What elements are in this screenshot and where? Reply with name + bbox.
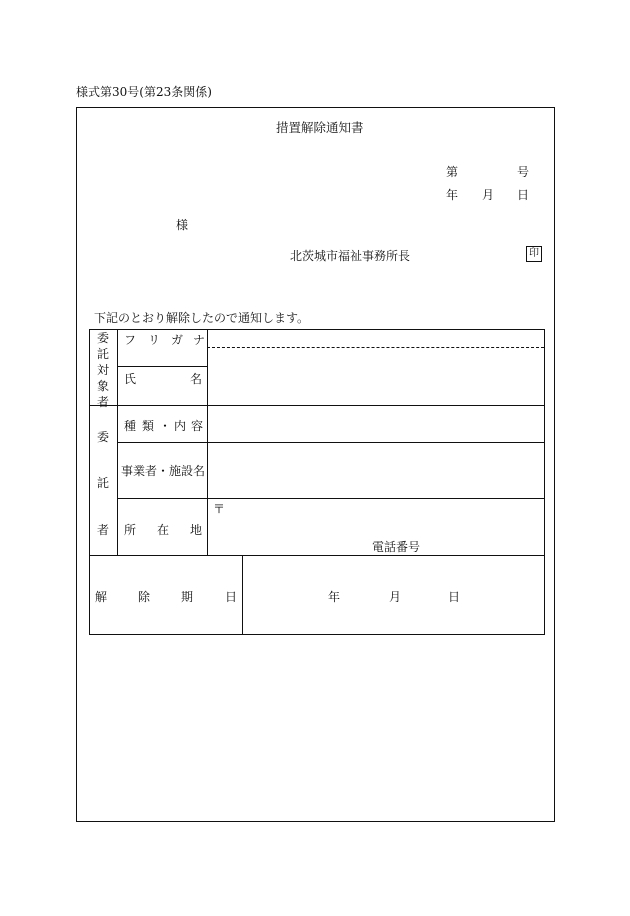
- furigana-divider: [207, 347, 544, 348]
- document-title: 措置解除通知書: [276, 120, 364, 135]
- issue-date-month: 月: [482, 188, 495, 202]
- intro-text: 下記のとおり解除したので通知します。: [94, 311, 310, 325]
- release-date-year: 年: [328, 590, 341, 604]
- issue-date-day: 日: [517, 188, 530, 202]
- document-number-prefix: 第: [446, 165, 459, 179]
- release-date-month: 月: [389, 590, 402, 604]
- recipient-honorific: 様: [176, 218, 189, 232]
- document-number-suffix: 号: [517, 165, 530, 179]
- issuer-name: 北茨城市福祉事務所長: [290, 249, 411, 263]
- seal-mark: 印: [526, 246, 542, 262]
- business-label: 事業者・施設名: [121, 464, 206, 478]
- postal-mark: 〒: [213, 502, 226, 516]
- phone-label: 電話番号: [372, 540, 421, 554]
- release-date-day: 日: [448, 590, 461, 604]
- form-number: 様式第30号(第23条関係): [76, 85, 212, 99]
- target-group-label: 委 託 対 象 者: [96, 331, 109, 409]
- issue-date-year: 年: [446, 188, 459, 202]
